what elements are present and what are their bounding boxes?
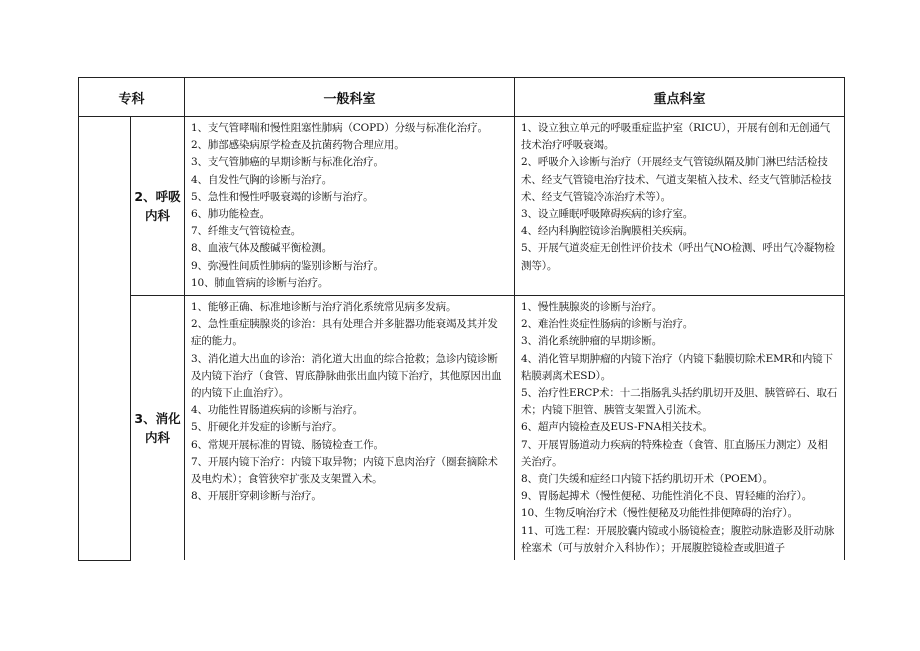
list-item: 6、超声内镜检查及EUS-FNA相关技术。	[521, 421, 713, 434]
table-row	[79, 117, 845, 296]
blank-cell	[79, 117, 131, 561]
list-item: 5、急性和慢性呼吸衰竭的诊断与治疗。	[191, 190, 374, 203]
table-header-row	[79, 78, 845, 117]
general-dept-cell	[185, 296, 515, 561]
list-item: 1、能够正确、标准地诊断与治疗消化系统常见病多发病。	[191, 301, 457, 314]
list-item: 4、消化管早期肿瘤的内镜下治疗（内镜下黏膜切除术EMR和内镜下粘膜剥离术ESD）。	[521, 352, 833, 382]
list-item: 3、设立睡眠呼吸障碍疾病的诊疗室。	[521, 208, 694, 221]
header-general-dept: 一般科室	[185, 78, 515, 117]
specialty-cell	[131, 296, 185, 561]
general-dept-list	[185, 296, 514, 508]
list-item: 3、消化系统肿瘤的早期诊断。	[521, 335, 663, 348]
general-dept-list	[185, 117, 514, 295]
specialty-name-line1: 3、消化	[134, 411, 181, 427]
list-item: 4、自发性气胸的诊断与治疗。	[191, 173, 333, 186]
list-item: 8、血液气体及酸碱平衡检测。	[191, 242, 333, 255]
header-key-dept: 重点科室	[515, 78, 845, 117]
list-item: 1、慢性胰腺炎的诊断与治疗。	[521, 301, 663, 314]
list-item: 6、肺功能检查。	[191, 208, 270, 221]
list-item: 7、纤维支气管镜检查。	[191, 225, 302, 238]
key-dept-list	[515, 296, 844, 560]
list-item: 2、难治性炎症性肠病的诊断与治疗。	[521, 318, 694, 331]
list-item: 8、开展肝穿刺诊断与治疗。	[191, 490, 322, 503]
list-item: 10、肺血管病的诊断与治疗。	[191, 276, 329, 289]
list-item: 3、支气管肺癌的早期诊断与标准化治疗。	[191, 156, 384, 169]
list-item: 9、弥漫性间质性肺病的鉴别诊断与治疗。	[191, 259, 384, 272]
header-specialty: 专科	[79, 78, 185, 117]
specialty-name-line1: 2、呼吸	[134, 189, 181, 205]
table-row	[79, 296, 845, 561]
specialty-name-line2: 内科	[145, 208, 171, 224]
list-item: 1、支气管哮喘和慢性阻塞性肺病（COPD）分级与标准化治疗。	[191, 122, 488, 134]
key-dept-list	[515, 117, 844, 278]
list-item: 11、可选工程：开展胶囊内镜或小肠镜检查；腹腔动脉造影及肝动脉栓塞术（可与放射介入科协作）；开展腹腔镜检查或胆道子	[521, 524, 835, 554]
list-item: 5、治疗性ERCP术：十二指肠乳头括约肌切开及胆、胰管碎石、取石术；内镜下胆管、胰管支架置入引流术。	[521, 387, 838, 417]
list-item: 5、开展气道炎症无创性评价技术（呼出气NO检测、呼出气冷凝物检测等）。	[521, 242, 835, 272]
key-dept-cell	[515, 296, 845, 561]
list-item: 4、经内科胸腔镜诊治胸膜相关疾病。	[521, 225, 694, 238]
list-item: 10、生物反响治疗术（慢性便秘及功能性排便障碍的治疗）。	[521, 507, 798, 520]
list-item: 9、胃肠起搏术（慢性便秘、功能性消化不良、胃轻瘫的治疗）。	[521, 490, 813, 503]
list-item: 7、开展内镜下治疗：内镜下取异物；内镜下息肉治疗（圈套摘除术及电灼术）；食管狭窄扩张及支架置入术。	[191, 455, 498, 486]
list-item: 6、常规开展标准的胃镜、肠镜检查工作。	[191, 438, 384, 451]
list-item: 2、肺部感染病原学检查及抗菌药物合理应用。	[191, 139, 405, 152]
specialty-table	[78, 77, 845, 561]
list-item: 1、设立独立单元的呼吸重症监护室（RICU），开展有创和无创通气技术治疗呼吸衰竭。	[521, 122, 831, 152]
specialty-name-line2: 内科	[145, 430, 171, 446]
list-item: 7、开展胃肠道动力疾病的特殊检查（食管、肛直肠压力测定）及相关治疗。	[521, 438, 828, 468]
list-item: 2、呼吸介入诊断与治疗（开展经支气管镜纵隔及肺门淋巴结活检技术、经支气管镜电治疗技术、气道支架植入技术、经支气管肺活检技术、经支气管镜冷冻治疗术等）。	[521, 156, 832, 203]
list-item: 4、功能性胃肠道疾病的诊断与治疗。	[191, 404, 364, 417]
specialty-cell	[131, 117, 185, 296]
list-item: 3、消化道大出血的诊治：消化道大出血的综合抢救；急诊内镜诊断及内镜下治疗（食管、胃底静脉曲张出血内镜下治疗，其他原因出血的内镜下止血治疗）。	[191, 352, 502, 400]
general-dept-cell	[185, 117, 515, 296]
key-dept-cell	[515, 117, 845, 296]
list-item: 8、贲门失缓和症经口内镜下括约肌切开术（POEM）。	[521, 473, 774, 486]
list-item: 2、急性重症胰腺炎的诊治：具有处理合并多脏器功能衰竭及其并发症的能力。	[191, 318, 498, 348]
list-item: 5、肝硬化并发症的诊断与治疗。	[191, 421, 343, 434]
